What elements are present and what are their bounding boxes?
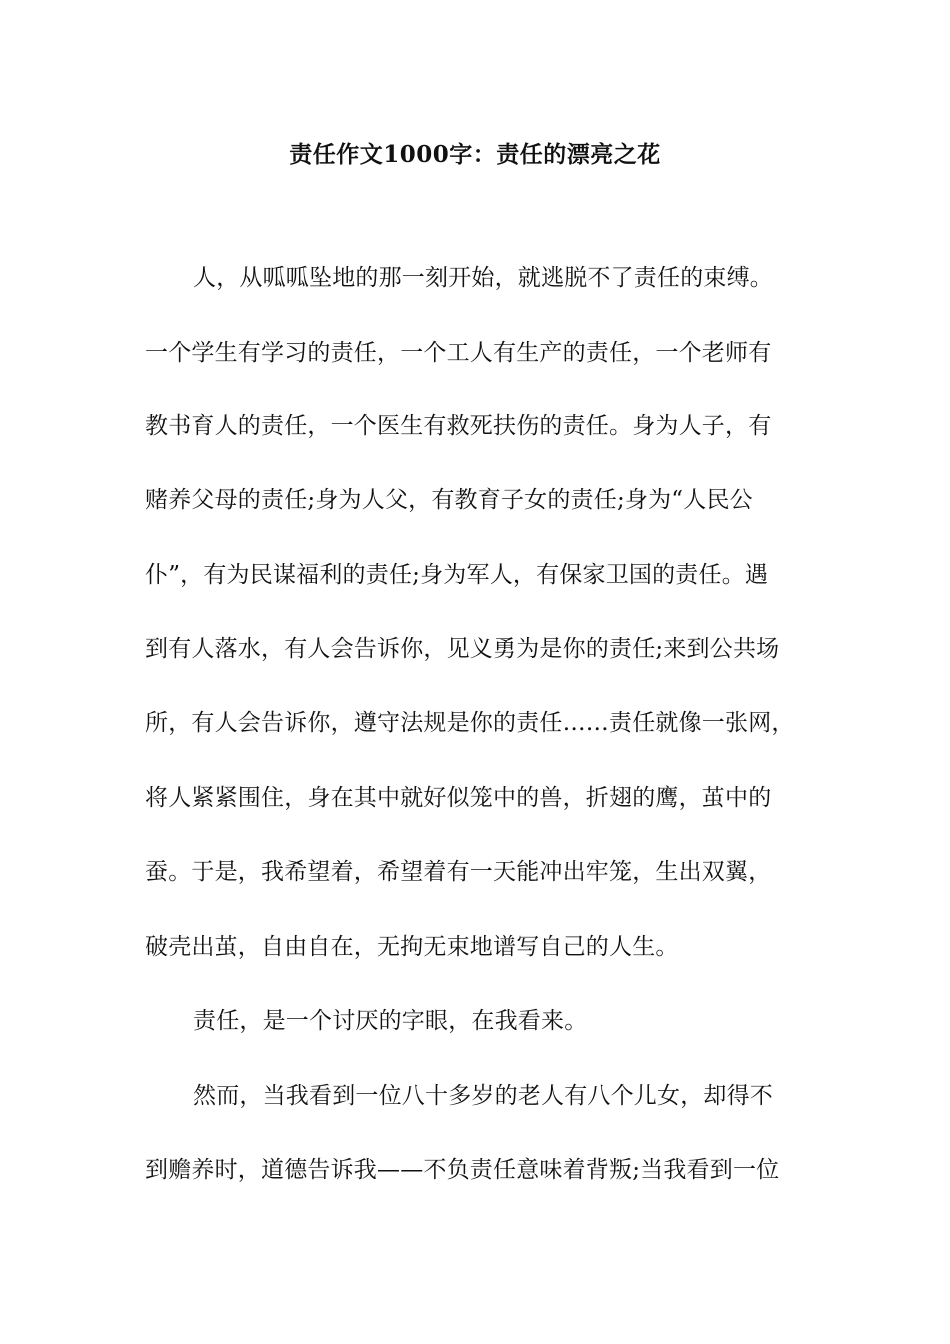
paragraph-line: 蚕。于是，我希望着，希望着有一天能冲出牢笼，生出双翼， bbox=[145, 859, 772, 885]
paragraph-line: 人，从呱呱坠地的那一刻开始，就逃脱不了责任的束缚。 bbox=[193, 265, 773, 291]
paragraph-line: 破壳出茧，自由自在，无拘无束地谱写自己的人生。 bbox=[145, 934, 679, 960]
paragraph-line: 到有人落水，有人会告诉你，见义勇为是你的责任;来到公共场 bbox=[145, 636, 780, 662]
paragraph-line: 到赡养时，道德告诉我——不负责任意味着背叛;当我看到一位 bbox=[145, 1157, 780, 1183]
paragraph-line: 一个学生有学习的责任，一个工人有生产的责任，一个老师有 bbox=[145, 340, 772, 366]
paragraph-line: 将人紧紧围住，身在其中就好似笼中的兽，折翅的鹰，茧中的 bbox=[145, 785, 772, 811]
document-title: 责任作文1000字：责任的漂亮之花 bbox=[289, 141, 661, 168]
paragraph-line: 然而，当我看到一位八十多岁的老人有八个儿女，却得不 bbox=[193, 1083, 773, 1109]
paragraph-line: 教书育人的责任，一个医生有救死扶伤的责任。身为人子，有 bbox=[145, 413, 772, 439]
paragraph-line: 所，有人会告诉你，遵守法规是你的责任……责任就像一张网， bbox=[145, 710, 795, 736]
paragraph-line: 责任，是一个讨厌的字眼，在我看来。 bbox=[193, 1008, 588, 1034]
paragraph-line: 仆”，有为民谋福利的责任;身为军人，有保家卫国的责任。遇 bbox=[145, 562, 769, 588]
paragraph-line: 赌养父母的责任;身为人父，有教育子女的责任;身为“人民公 bbox=[145, 487, 753, 513]
